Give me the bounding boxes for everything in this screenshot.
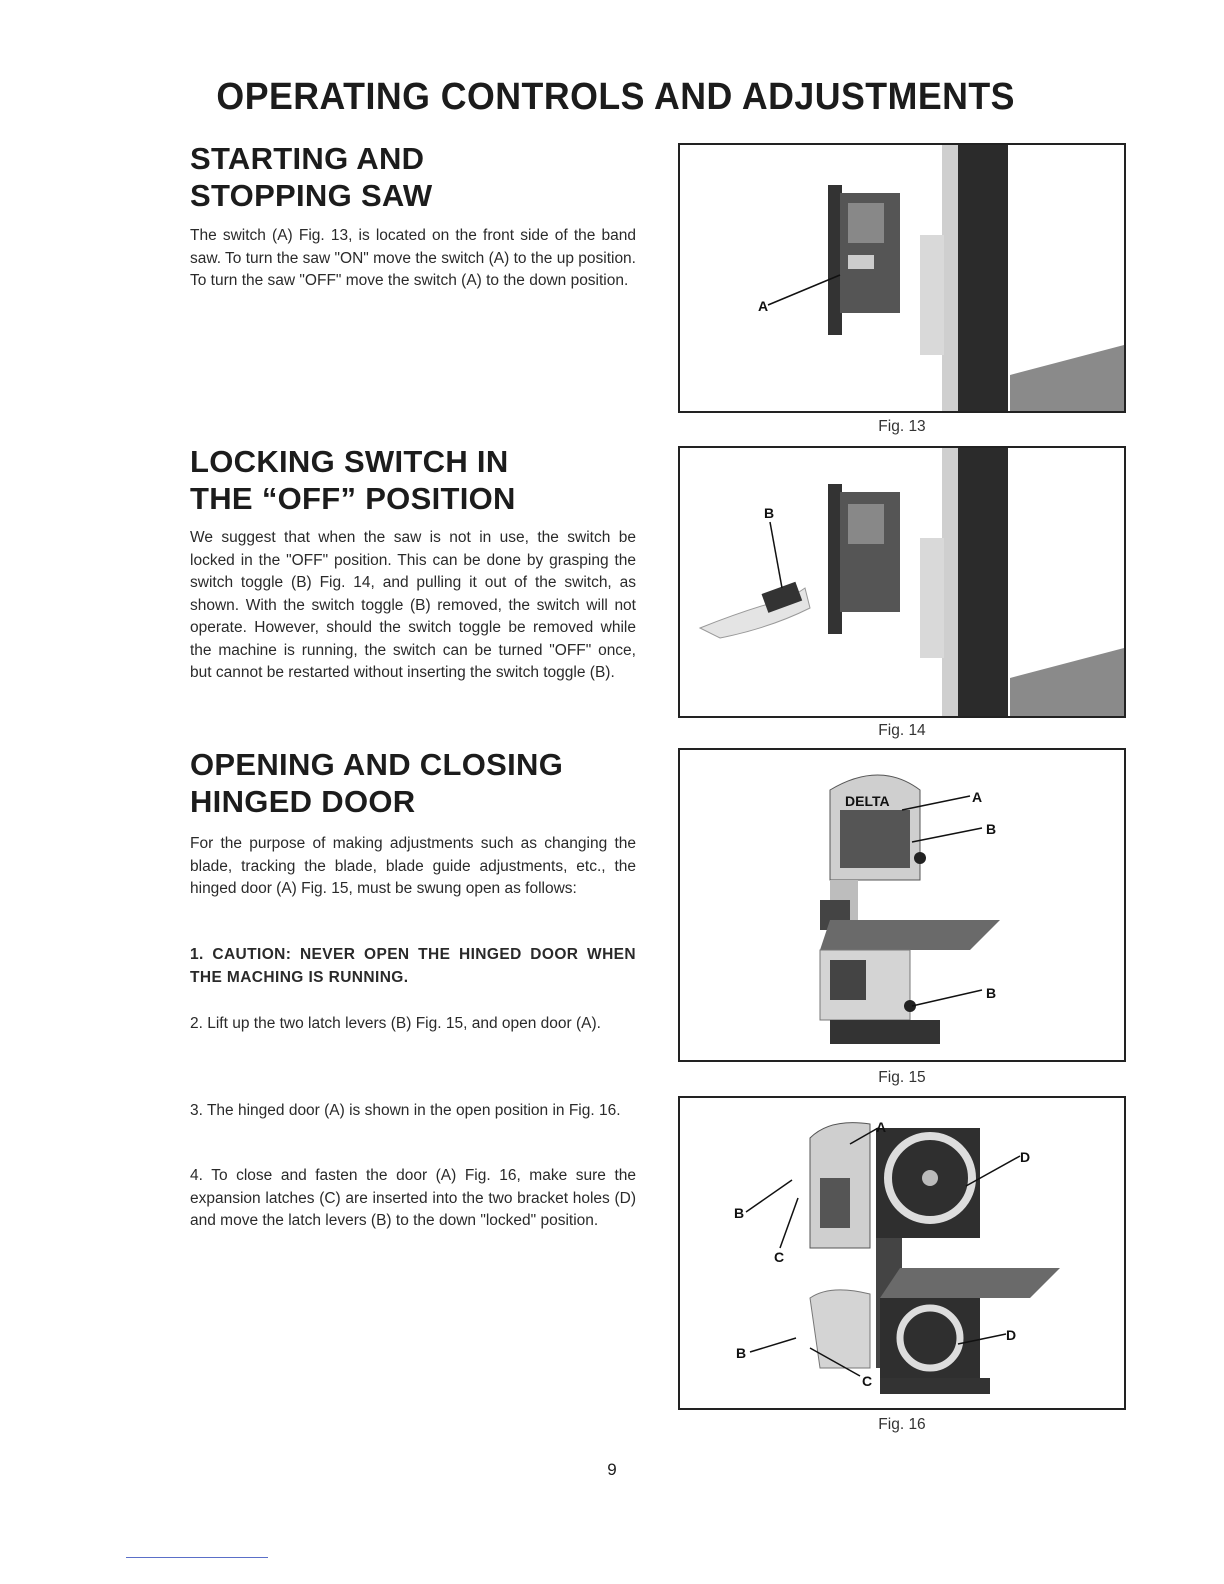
figure-13 <box>678 143 1126 413</box>
door-panel <box>820 1178 850 1228</box>
switch-toggle <box>848 255 874 269</box>
figure-15 <box>678 748 1126 1062</box>
footer-rule <box>126 1557 268 1558</box>
label-b-lower: B <box>736 1345 747 1361</box>
label-b-upper: B <box>986 821 997 837</box>
upper-wheel-hub <box>922 1170 938 1186</box>
column-shading <box>920 235 944 355</box>
table-edge <box>1010 345 1124 411</box>
heading-line: STOPPING SAW <box>190 178 433 213</box>
switch-box-side <box>828 185 842 335</box>
door-step-4: 4. To close and fasten the door (A) Fig. 16, make sure the expansion latches (C) are inserted into the two bracket holes (D) and move the latch levers (B) to the down "locked" position. <box>190 1167 636 1229</box>
door-step-3: 3. The hinged door (A) is shown in the open position in Fig. 16. <box>190 1102 621 1119</box>
table-edge <box>1010 648 1124 716</box>
label-a: A <box>758 298 769 314</box>
fig15-bandsaw-photo <box>680 750 1124 1060</box>
label-d-upper: D <box>1020 1149 1031 1165</box>
heading-line: LOCKING SWITCH IN <box>190 444 509 479</box>
saw-column <box>958 145 1008 411</box>
heading-hinged-door <box>190 746 563 820</box>
leader-line-c1 <box>780 1198 798 1248</box>
switch-box-side <box>828 484 842 634</box>
heading-line: OPENING AND CLOSING <box>190 747 564 782</box>
label-a: A <box>972 789 983 805</box>
latch-lever-upper <box>914 852 926 864</box>
switch-plate <box>848 504 884 544</box>
saw-base <box>880 1378 990 1394</box>
starting-body: The switch (A) Fig. 13, is located on the front side of the band saw. To turn the saw "ON" move the switch (A) to the up position. To turn the saw "OFF" move the switch (A) to the down position. <box>190 227 636 289</box>
label-b: B <box>764 505 775 521</box>
saw-base <box>830 1020 940 1044</box>
leader-line-b1 <box>746 1180 792 1212</box>
lower-door-open <box>810 1290 870 1368</box>
locking-body: We suggest that when the saw is not in use, the switch be locked in the "OFF" position. This can be done by grasping the switch toggle (B) Fig. 14, and pulling it out of the switch, as shown. With the switch toggle (B) removed, the switch will not operate. However, should the switch toggle be removed while the machine is running, the switch can be turned "OFF" once, but cannot be restarted without inserting the switch toggle (B). <box>190 529 636 681</box>
switch-plate <box>848 203 884 243</box>
door-step-2: 2. Lift up the two latch levers (B) Fig. 15, and open door (A). <box>190 1015 601 1032</box>
heading-starting-stopping <box>190 140 432 214</box>
leader-line-b2 <box>750 1338 796 1352</box>
saw-table <box>880 1268 1060 1298</box>
page-number: 9 <box>607 1460 617 1479</box>
figure-14 <box>678 446 1126 718</box>
heading-line: THE “OFF” POSITION <box>190 481 516 516</box>
fig16-open-door-photo <box>680 1098 1124 1408</box>
figure-16 <box>678 1096 1126 1410</box>
page-title: OPERATING CONTROLS AND ADJUSTMENTS <box>216 76 1015 118</box>
fig14-toggle-photo <box>680 448 1124 716</box>
fig14-caption: Fig. 14 <box>878 722 926 739</box>
label-a: A <box>876 1119 887 1135</box>
door-intro: For the purpose of making adjustments such as changing the blade, tracking the blade, blade guide adjustments, etc., the hinged door (A) Fig. 15, must be swung open as follows: <box>190 835 636 897</box>
label-c-upper: C <box>774 1249 785 1265</box>
heading-line: HINGED DOOR <box>190 784 416 819</box>
column-shading <box>920 538 944 658</box>
heading-line: STARTING AND <box>190 141 425 176</box>
fig13-caption: Fig. 13 <box>878 418 926 435</box>
saw-frame-edge <box>942 448 960 716</box>
door-label-panel <box>840 810 910 868</box>
label-b-lower: B <box>986 985 997 1001</box>
saw-table <box>820 920 1000 950</box>
leader-line-b1 <box>912 828 982 842</box>
fig13-switch-photo <box>680 145 1124 411</box>
lower-label <box>830 960 866 1000</box>
leader-line-b2 <box>912 990 982 1006</box>
saw-column <box>958 448 1008 716</box>
label-c-lower: C <box>862 1373 873 1389</box>
delta-logo: DELTA <box>845 793 890 809</box>
door-step-1-caution: 1. CAUTION: NEVER OPEN THE HINGED DOOR WHEN THE MACHING IS RUNNING. <box>190 946 636 986</box>
label-b-upper: B <box>734 1205 745 1221</box>
label-d-lower: D <box>1006 1327 1017 1343</box>
fig16-caption: Fig. 16 <box>878 1416 926 1433</box>
heading-locking-switch <box>190 443 516 517</box>
fig15-caption: Fig. 15 <box>878 1069 926 1086</box>
saw-frame-edge <box>942 145 960 411</box>
leader-line-b <box>770 522 782 588</box>
